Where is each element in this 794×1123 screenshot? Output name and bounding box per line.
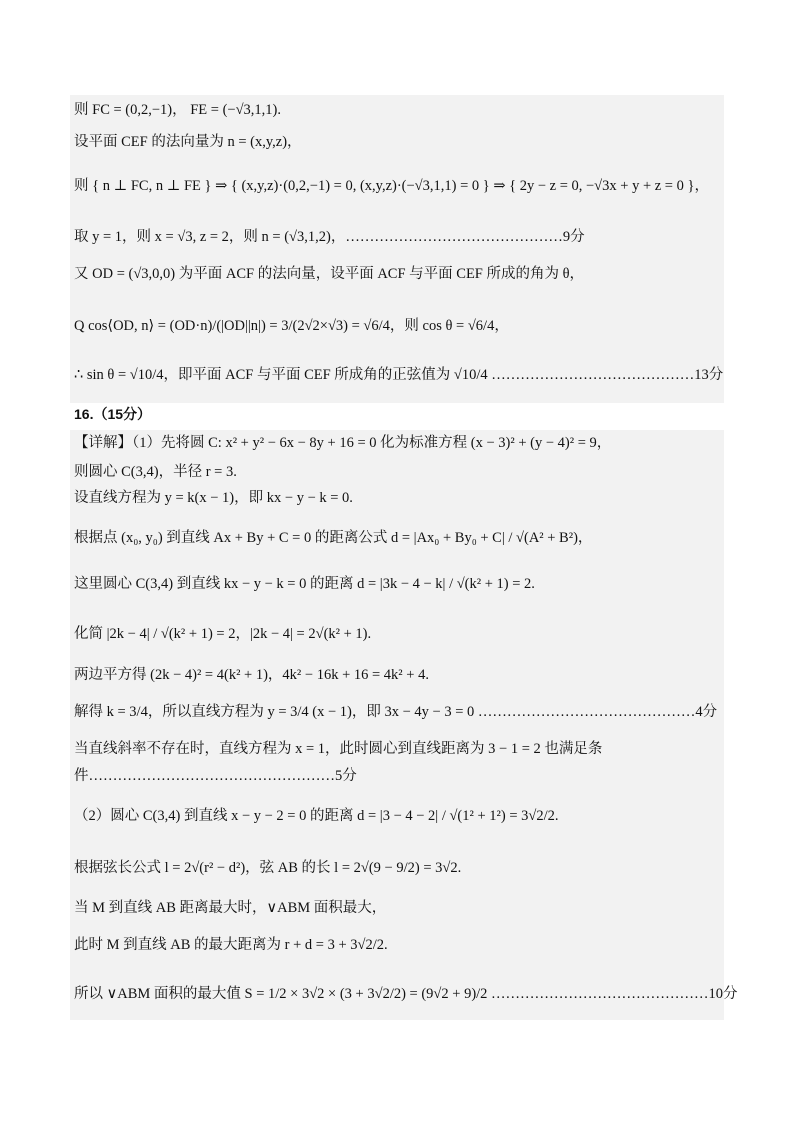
line-b2-0: 【详解】（1）先将圆 C: x² + y² − 6x − 8y + 16 = 0 化为标准方程 (x − 3)² + (y − 4)² = 9， bbox=[74, 435, 612, 451]
line-b1-5: Q cos⟨OD, n⟩ = (OD·n)/(|OD||n|) = 3/(2√2×√3) = √6/4，则 cos θ = √6/4， bbox=[74, 318, 509, 334]
line-b1-6: ∴ sin θ = √10/4，即平面 ACF 与平面 CEF 所成角的正弦值为 √10/4 ……………………………………13分 bbox=[74, 367, 724, 383]
line-b1-3: 取 y = 1，则 x = √3, z = 2，则 n = (√3,1,2)，………………………………………9分 bbox=[74, 229, 585, 245]
line-b2-7: 解得 k = 3/4，所以直线方程为 y = 3/4 (x − 1)，即 3x − 4y − 3 = 0 ………………………………………4分 bbox=[74, 704, 718, 720]
line-b1-0: 则 FC = (0,2,−1)， FE = (−√3,1,1). bbox=[74, 102, 282, 118]
line-b2-8: 当直线斜率不存在时，直线方程为 x = 1，此时圆心到直线距离为 3 − 1 = 2 也满足条 bbox=[74, 741, 603, 757]
line-b1-4: 又 OD = (√3,0,0) 为平面 ACF 的法向量，设平面 ACF 与平面 CEF 所成的角为 θ， bbox=[74, 266, 585, 282]
line-b2-14: 所以 ∨ABM 面积的最大值 S = 1/2 × 3√2 × (3 + 3√2/2) = (9√2 + 9)/2 ………………………………………10分 bbox=[74, 986, 738, 1002]
line-b2-6: 两边平方得 (2k − 4)² = 4(k² + 1)，4k² − 16k + 16 = 4k² + 4. bbox=[74, 667, 429, 683]
solution-block-16 bbox=[70, 430, 724, 1020]
line-b2-9: 件……………………………………………5分 bbox=[74, 768, 357, 784]
question-16-heading: 16.（15分） bbox=[74, 406, 152, 422]
line-b2-1: 则圆心 C(3,4)，半径 r = 3. bbox=[74, 464, 237, 480]
line-b1-1: 设平面 CEF 的法向量为 n = (x,y,z)， bbox=[74, 134, 302, 150]
line-b2-4: 这里圆心 C(3,4) 到直线 kx − y − k = 0 的距离 d = |3k − 4 − k| / √(k² + 1) = 2. bbox=[74, 576, 535, 592]
line-b2-10: （2）圆心 C(3,4) 到直线 x − y − 2 = 0 的距离 d = |3 − 4 − 2| / √(1² + 1²) = 3√2/2. bbox=[74, 808, 559, 824]
line-b2-5: 化简 |2k − 4| / √(k² + 1) = 2，|2k − 4| = 2√(k² + 1). bbox=[74, 626, 372, 642]
line-b2-2: 设直线方程为 y = k(x − 1)，即 kx − y − k = 0. bbox=[74, 490, 353, 506]
line-b2-3: 根据点 (x₀, y₀) 到直线 Ax + By + C = 0 的距离公式 d = |Ax₀ + By₀ + C| / √(A² + B²)， bbox=[74, 530, 593, 546]
line-b2-13: 此时 M 到直线 AB 的最大距离为 r + d = 3 + 3√2/2. bbox=[74, 937, 388, 953]
line-b2-12: 当 M 到直线 AB 距离最大时，∨ABM 面积最大， bbox=[74, 900, 387, 916]
line-b1-2: 则 { n ⊥ FC, n ⊥ FE } ⇒ { (x,y,z)·(0,2,−1) = 0, (x,y,z)·(−√3,1,1) = 0 } ⇒ { 2y − z = 0, −√3x + y + z = 0 }， bbox=[74, 178, 709, 194]
line-b2-11: 根据弦长公式 l = 2√(r² − d²)，弦 AB 的长 l = 2√(9 − 9/2) = 3√2. bbox=[74, 860, 462, 876]
